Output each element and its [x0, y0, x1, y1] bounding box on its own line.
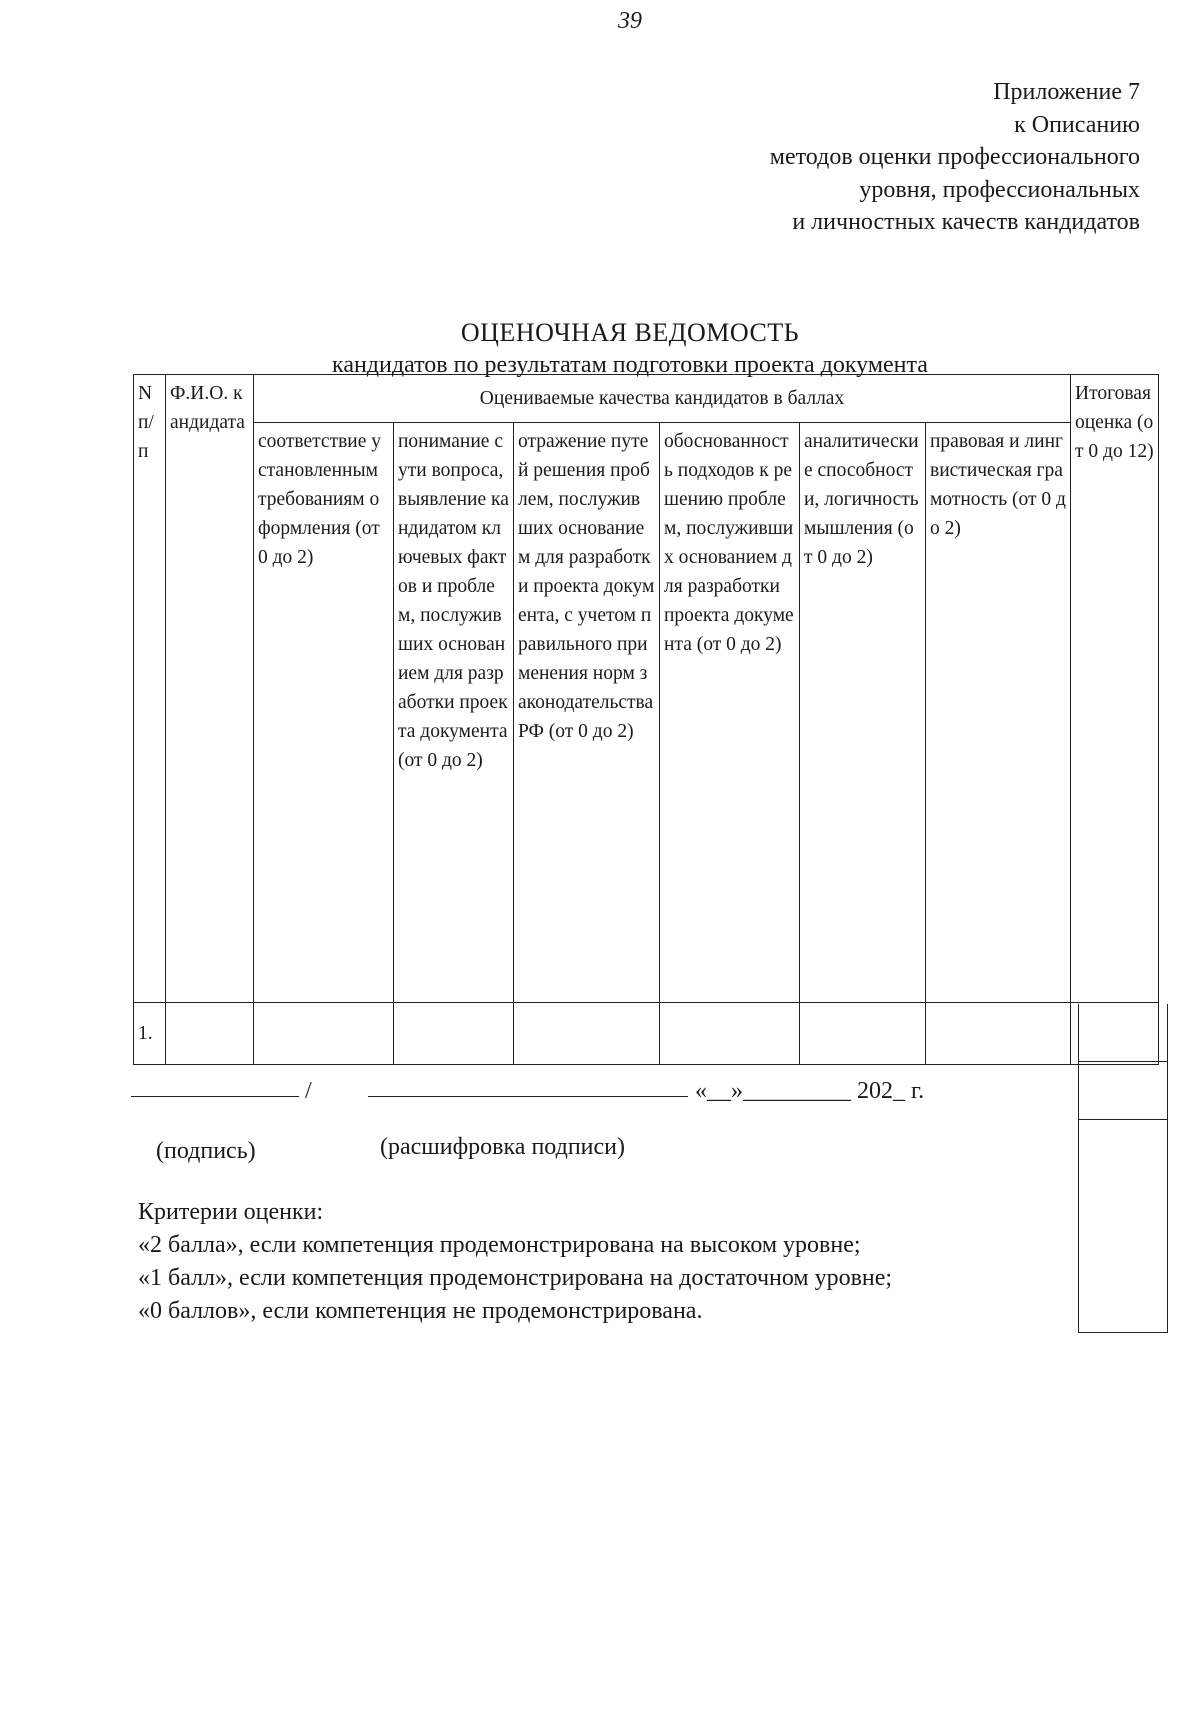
criterion-header: правовая и лингвистическая грамотность (от 0 до 2) — [926, 423, 1071, 1003]
appendix-line: Приложение 7 — [993, 79, 1140, 105]
decoding-caption: (расшифровка подписи) — [380, 1134, 625, 1160]
side-box-row — [1079, 1004, 1167, 1062]
appendix-header — [770, 76, 1140, 239]
criteria-block — [138, 1196, 892, 1328]
signature-slash: / — [305, 1078, 312, 1104]
side-box — [1078, 1004, 1168, 1333]
header-num: N п/п — [134, 375, 166, 1003]
signature-date: «__»_________ 202_ г. — [695, 1078, 925, 1104]
score-cell[interactable] — [800, 1003, 926, 1065]
appendix-line: и личностных качеств кандидатов — [792, 209, 1140, 235]
criterion-header: понимание сути вопроса, выявление кандидатом ключевых фактов и проблем, послуживших основанием для разработки проекта документа (от 0 до 2) — [394, 423, 514, 1003]
appendix-line: уровня, профессиональных — [859, 176, 1140, 203]
score-cell[interactable] — [660, 1003, 800, 1065]
criteria-item: «1 балл», если компетенция продемонстрирована на достаточном уровне; — [138, 1265, 893, 1291]
criterion-header: соответствие установленным требованиям оформления (от 0 до 2) — [254, 423, 394, 1003]
criteria-item: «2 балла», если компетенция продемонстрирована на высоком уровне; — [138, 1232, 861, 1258]
decoding-underline[interactable] — [368, 1096, 688, 1097]
appendix-line: к Описанию — [1014, 111, 1140, 138]
score-cell[interactable] — [254, 1003, 394, 1065]
name-cell[interactable] — [166, 1003, 254, 1065]
criteria-heading: Критерии оценки: — [138, 1199, 324, 1225]
criterion-header: аналитические способности, логичность мышления (от 0 до 2) — [800, 423, 926, 1003]
criteria-item: «0 баллов», если компетенция не продемонстрирована. — [138, 1298, 703, 1324]
document-subtitle: кандидатов по результатам подготовки проекта документа — [332, 352, 928, 378]
header-total: Итоговая оценка (от 0 до 12) — [1071, 375, 1159, 1003]
score-cell[interactable] — [394, 1003, 514, 1065]
document-title: ОЦЕНОЧНАЯ ВЕДОМОСТЬ — [460, 318, 800, 347]
signature-underline[interactable] — [131, 1096, 299, 1097]
evaluation-table — [133, 374, 1159, 1065]
table-row — [134, 1003, 1159, 1065]
criterion-header: обоснованность подходов к решению проблем, послуживших основанием для разработки проекта документа (от 0 до 2) — [660, 423, 800, 1003]
page-number: 39 — [618, 8, 642, 34]
criterion-header: отражение путей решения проблем, послуживших основанием для разработки проекта документа, с учетом правильного применения норм законодательства РФ (от 0 до 2) — [514, 423, 660, 1003]
row-num: 1. — [134, 1003, 166, 1065]
side-box-row — [1079, 1062, 1167, 1120]
signature-caption: (подпись) — [156, 1138, 256, 1164]
score-cell[interactable] — [514, 1003, 660, 1065]
header-name: Ф.И.О. кандидата — [166, 375, 254, 1003]
header-group: Оцениваемые качества кандидатов в баллах — [254, 375, 1071, 423]
appendix-line: методов оценки профессионального — [769, 144, 1140, 170]
score-cell[interactable] — [926, 1003, 1071, 1065]
